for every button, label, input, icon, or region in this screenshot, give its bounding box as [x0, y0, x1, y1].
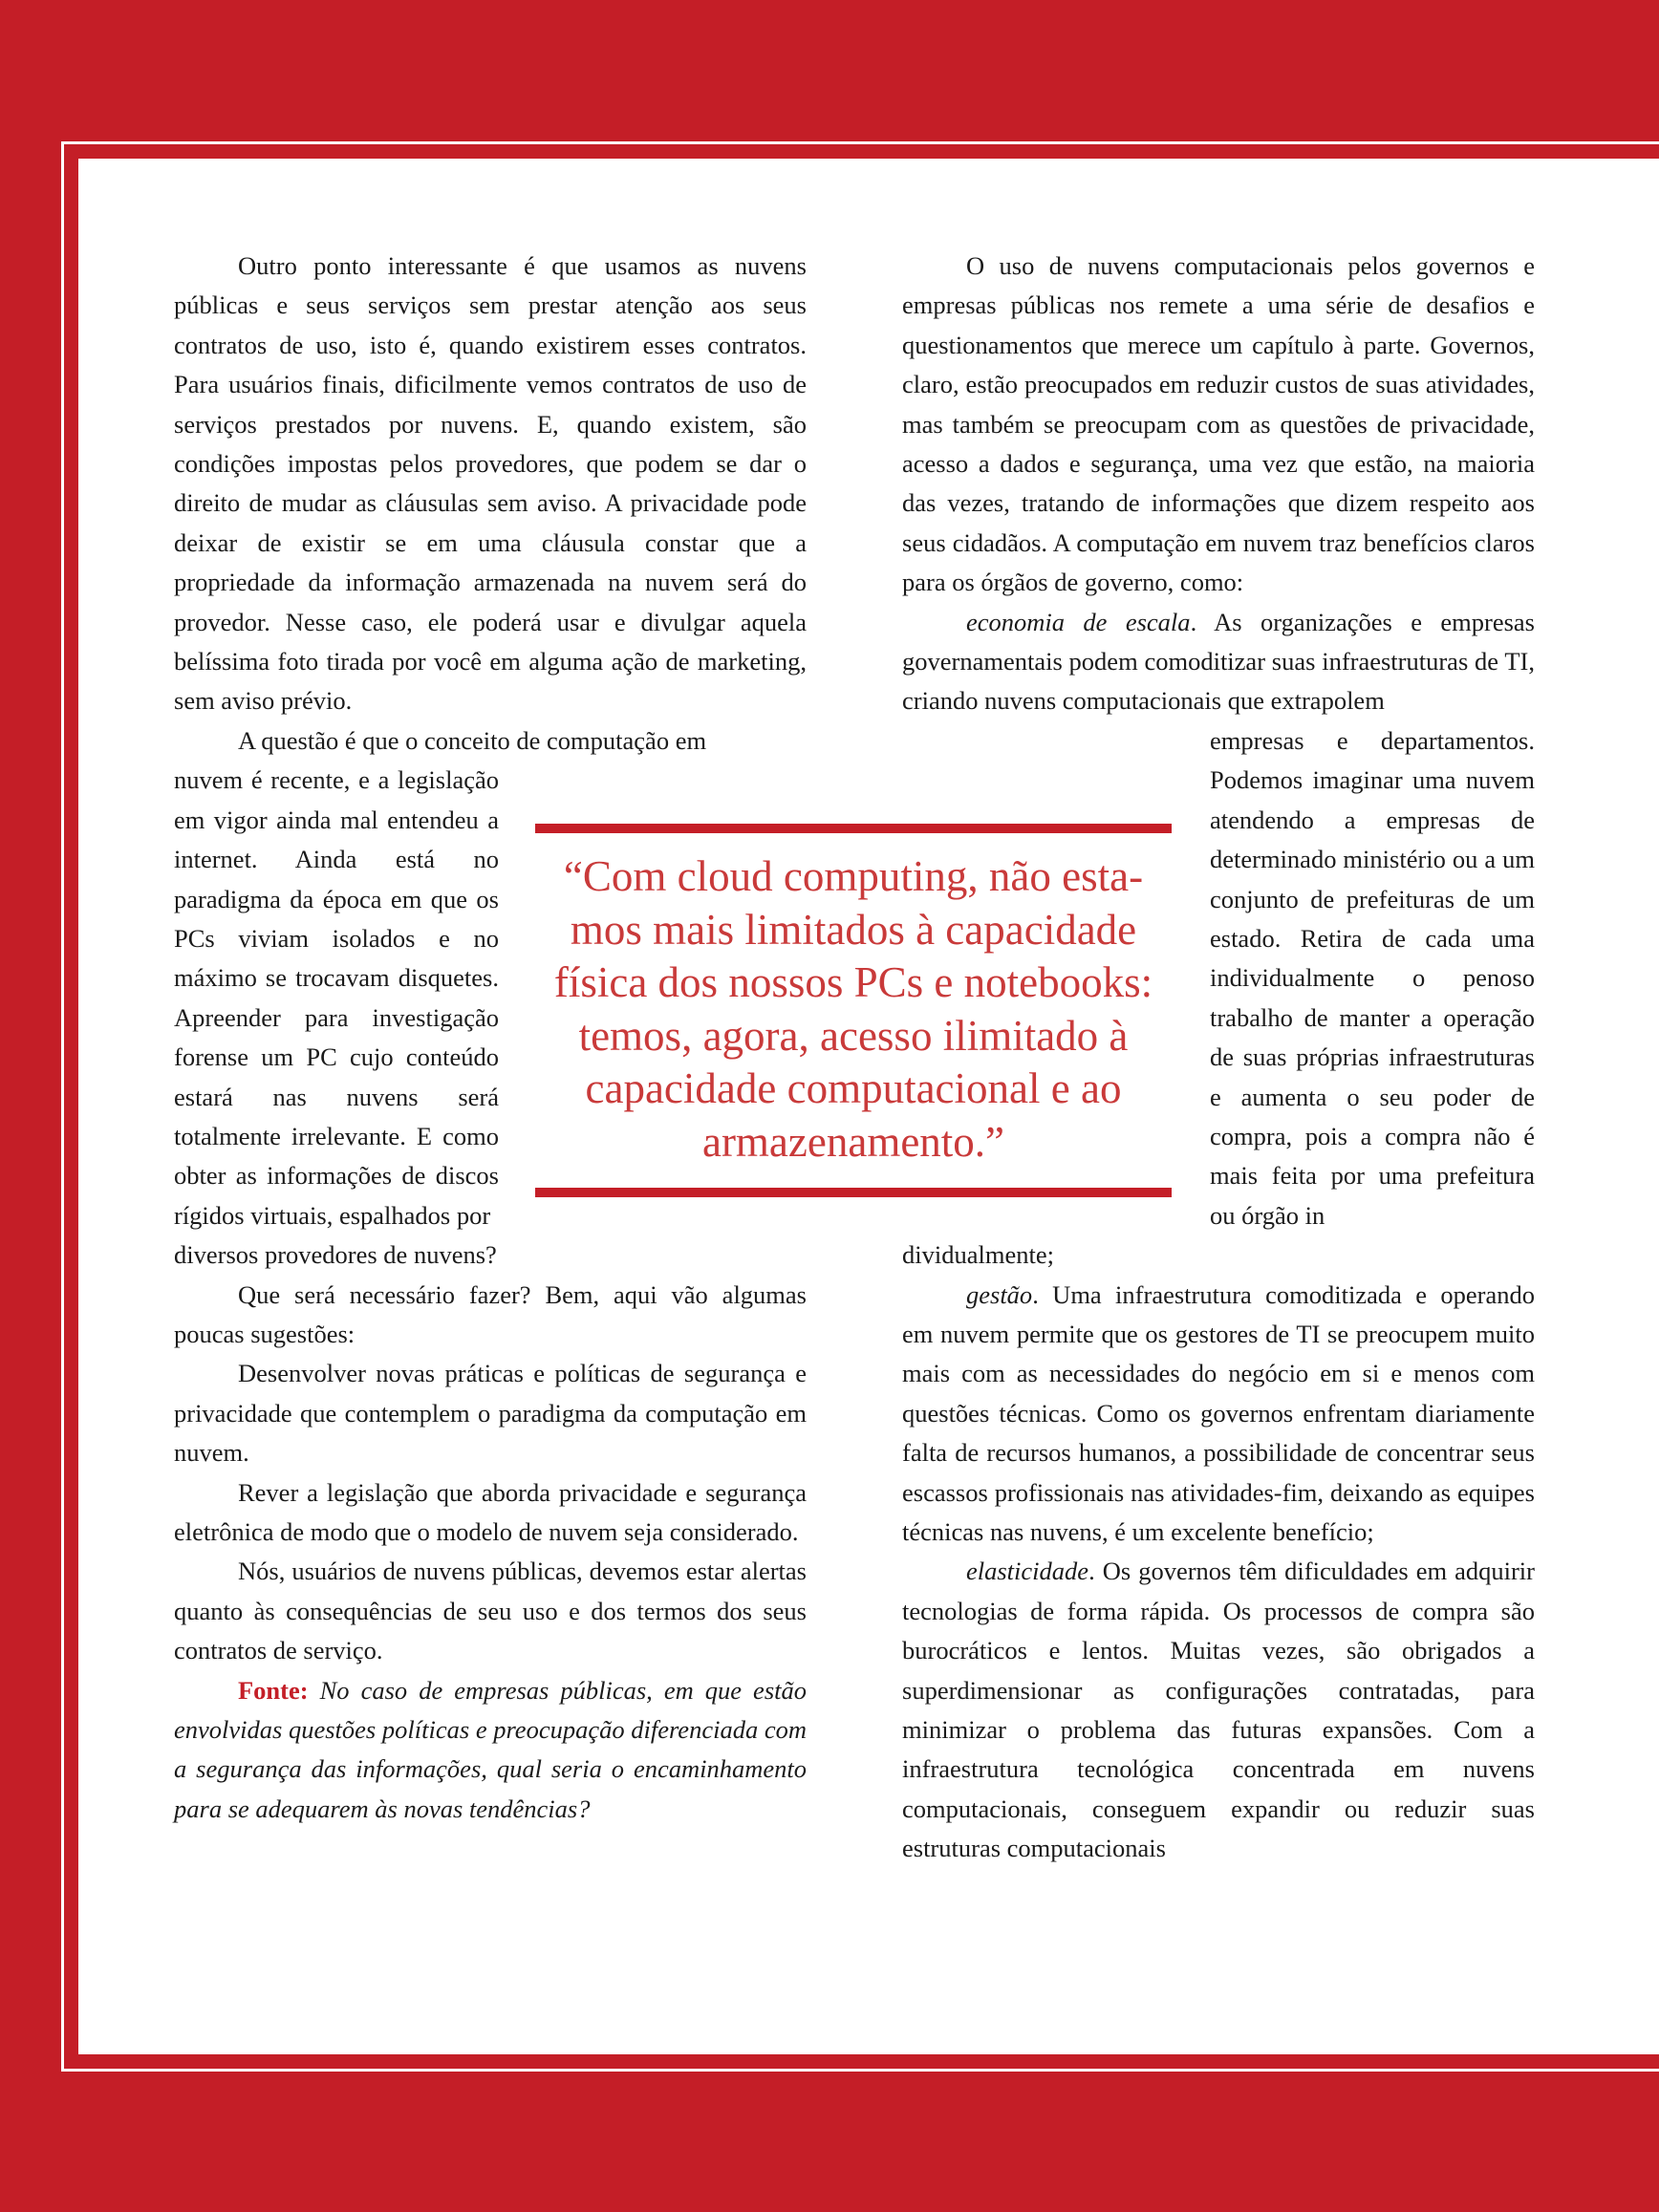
term-economia-de-escala: economia de escala: [966, 607, 1191, 636]
right-paragraph-2-intro: [902, 603, 1535, 721]
right-paragraph-4-text: . Os governos têm dificuldades em adquirir tecnologias de forma rápida. Os processos de compra são burocráticos e lentos. Muitas vezes, são obrigados a superdimensionar as configurações contratadas, para minimizar o problema das futuras expansões. Com a infraestrutura tecnológica concentrada em nuvens computacionais, conseguem expandir ou reduzir suas estruturas computacionais: [902, 1557, 1535, 1863]
right-paragraph-2-intro-text: . As organizações e empresas governamentais podem comoditizar suas infraestruturas de TI, criando nuvens computacionais que extrapolem: [902, 607, 1535, 716]
right-paragraph-3-text: . Uma infraestrutura comoditizada e operando em nuvem permite que os gestores de TI se preocupem muito mais com as necessidades do negócio em si e menos com questões técnicas. Como os governos enfrentam diariamente falta de recursos humanos, a possibilidade de concentrar seus escassos profissionais nas atividades-fim, deixando as equipes técnicas nas nuvens, é um excelente benefício;: [902, 1279, 1535, 1546]
pull-quote: “Com cloud computing, não estamos mais limitados à capacidade física dos nossos PCs e notebooks: temos, agora, acesso ilimitado à capacidade computacional e ao armazenamento.”: [535, 824, 1172, 1197]
term-elasticidade: elasticidade: [966, 1557, 1089, 1586]
left-paragraph-2-wrapped: nuvem é recente, e a legislação em vigor ainda mal entendeu a internet. Ainda está no paradigma da época em que os PCs viviam isolados e no máximo se trocavam disquetes. Apreender para investigação forense um PC cujo conteúdo estará nas nuvens será totalmente irrelevante. E como obter as informações de discos rígidos virtuais, espalhados por: [174, 765, 499, 1230]
term-gestao: gestão: [966, 1279, 1033, 1309]
left-paragraph-2-intro: A questão é que o conceito de computação em: [238, 725, 707, 755]
left-paragraph-6: Nós, usuários de nuvens públicas, devemos estar alertas quanto às consequências de seu uso e dos termos dos seus contratos de serviço.: [174, 1557, 807, 1665]
left-paragraph-2-end: diversos provedores de nuvens?: [174, 1240, 497, 1270]
fonte-note: [174, 1671, 807, 1830]
right-paragraph-2-end: dividualmente;: [902, 1240, 1054, 1270]
right-paragraph-4: [902, 1552, 1535, 1868]
right-paragraph-2-wrapped: empresas e departamentos. Podemos imaginar uma nuvem atendendo a empresas de determinado ministério ou a um conjunto de prefeituras de um estado. Retira de cada uma individualmente o penoso trabalho de manter a operação de suas próprias infraestruturas e aumenta o seu poder de compra, pois a compra não é mais feita por uma prefeitura ou órgão in: [1210, 725, 1535, 1230]
page: [78, 159, 1659, 2054]
fonte-label: Fonte:: [238, 1675, 309, 1705]
right-paragraph-3: [902, 1276, 1535, 1553]
left-paragraph-5: Rever a legislação que aborda privacidade e segurança eletrônica de modo que o modelo de nuvem seja considerado.: [174, 1477, 807, 1546]
right-paragraph-1: O uso de nuvens computacionais pelos governos e empresas públicas nos remete a uma série de desafios e questionamentos que merece um capítulo à parte. Governos, claro, estão preocupados em reduzir custos de suas atividades, mas também se preocupam com as questões de privacidade, acesso a dados e segurança, uma vez que estão, na maioria das vezes, tratando de informações que dizem respeito aos seus cidadãos. A computação em nuvem traz benefícios claros para os órgãos de governo, como:: [902, 251, 1535, 597]
fonte-text: No caso de empresas públicas, em que estão envolvidas questões políticas e preocupação diferenciada com a segurança das informações, qual seria o encaminhamento para se adequarem às novas tendências?: [174, 1675, 807, 1823]
left-paragraph-3: Que será necessário fazer? Bem, aqui vão algumas poucas sugestões:: [174, 1279, 807, 1348]
left-paragraph-4: Desenvolver novas práticas e políticas de segurança e privacidade que contemplem o paradigma da computação em nuvem.: [174, 1359, 807, 1468]
left-paragraph-1: Outro ponto interessante é que usamos as nuvens públicas e seus serviços sem prestar atenção aos seus contratos de uso, isto é, quando existirem esses contratos. Para usuários finais, dificilmente vemos contratos de uso de serviços prestados por nuvens. E, quando existem, são condições impostas pelos provedores, que podem se dar o direito de mudar as cláusulas sem aviso. A privacidade pode deixar de existir se em uma cláusula constar que a propriedade da informação armazenada na nuvem será do provedor. Nesse caso, ele poderá usar e divulgar aquela belíssima foto tirada por você em alguma ação de marketing, sem aviso prévio.: [174, 251, 807, 716]
